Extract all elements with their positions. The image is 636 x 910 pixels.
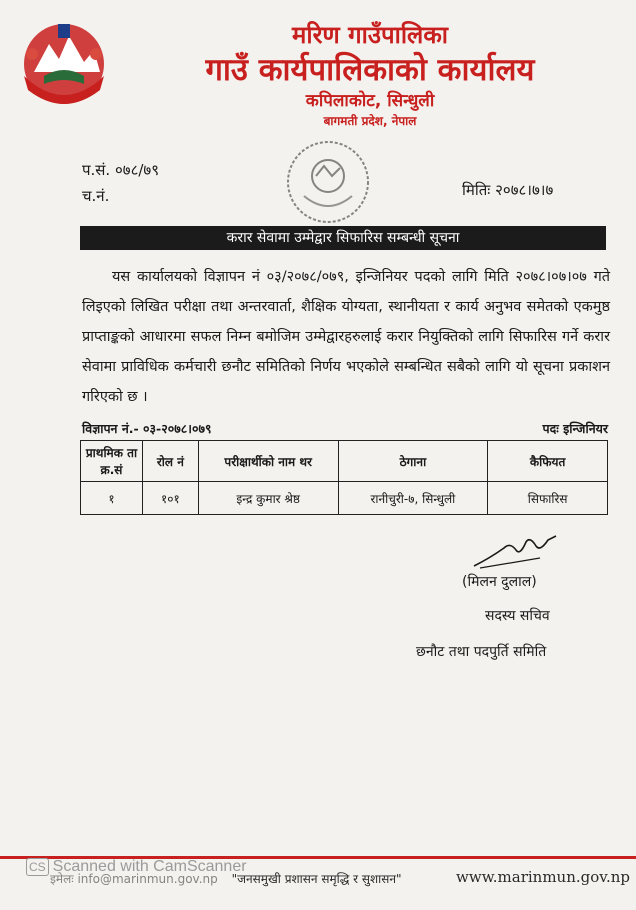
cell-address: रानीचुरी-७, सिन्धुली bbox=[338, 482, 488, 515]
cell-roll: १०१ bbox=[142, 482, 198, 515]
province-name: बागमती प्रदेश, नेपाल bbox=[323, 114, 417, 128]
footer-website[interactable]: www.marinmun.gov.np bbox=[456, 868, 630, 886]
office-title: गाउँ कार्यपालिकाको कार्यालय bbox=[205, 52, 535, 88]
notice-title-banner: करार सेवामा उम्मेद्वार सिफारिस सम्बन्धी सूचना bbox=[80, 226, 606, 250]
signature-icon bbox=[470, 528, 560, 573]
col-header-priority: प्राथमिक ता क्र.सं bbox=[81, 441, 143, 482]
municipality-name: मरिण गाउँपालिका bbox=[292, 21, 448, 49]
signatory-name: (मिलन दुलाल) bbox=[462, 574, 537, 590]
result-table bbox=[80, 440, 608, 515]
cell-name: इन्द्र कुमार श्रेष्ठ bbox=[198, 482, 338, 515]
col-header-address: ठेगाना bbox=[338, 441, 488, 482]
notice-body: यस कार्यालयको विज्ञापन नं ०३/२०७८/०७९, इन्जिनियर पदको लागि मिति २०७८।०७।०७ गते लिइएको लिखित परीक्षा तथा अन्तरवार्ता, शैक्षिक योग्यता, स्थानीयता र कार्य अनुभव समेतको एकमुष्ठ प्राप्ताङ्कको आधारमा सफल निम्न बमोजिम उम्मेद्वारहरुलाई करार नियुक्तिको लागि सिफारिस गर्ने करार सेवामा प्राविधिक कर्मचारी छनौट समितिको निर्णय भएकोले सम्बन्धित सबैको लागि यो सूचना प्रकाशन गरिएको छ । bbox=[82, 269, 610, 405]
table-row bbox=[81, 482, 608, 515]
office-location: कपिलाकोट, सिन्धुली bbox=[305, 91, 435, 111]
col-header-roll: रोल नं bbox=[142, 441, 198, 482]
col-header-name: परीक्षार्थीको नाम थर bbox=[198, 441, 338, 482]
advertisement-meta bbox=[82, 420, 608, 437]
post-name: पदः इन्जिनियर bbox=[542, 421, 608, 436]
chalani-number: च.नं. bbox=[82, 187, 110, 205]
footer-email: इमेलः info@marinmun.gov.np bbox=[50, 872, 218, 886]
table-header-row bbox=[81, 441, 608, 482]
camscanner-text: Scanned with CamScanner bbox=[52, 858, 247, 875]
committee-name: छनौट तथा पदपुर्ति समिति bbox=[416, 644, 547, 660]
signatory-title: सदस्य सचिव bbox=[485, 608, 550, 624]
cell-remarks: सिफारिस bbox=[488, 482, 608, 515]
camscanner-logo: CS bbox=[26, 858, 49, 876]
col-header-remarks: कैफियत bbox=[488, 441, 608, 482]
office-seal-icon bbox=[282, 136, 374, 228]
footer-slogan: "जनसमुखी प्रशासन समृद्धि र सुशासन" bbox=[231, 872, 402, 886]
nepal-emblem-icon bbox=[14, 14, 114, 110]
advertisement-number: विज्ञापन नं.- ०३-२०७८।०७९ bbox=[82, 421, 212, 436]
cell-priority: १ bbox=[81, 482, 143, 515]
letter-date: मितिः २०७८।७।७ bbox=[462, 181, 554, 199]
patra-sankhya: प.सं. ०७८/७९ bbox=[82, 161, 160, 179]
footer bbox=[50, 870, 630, 887]
